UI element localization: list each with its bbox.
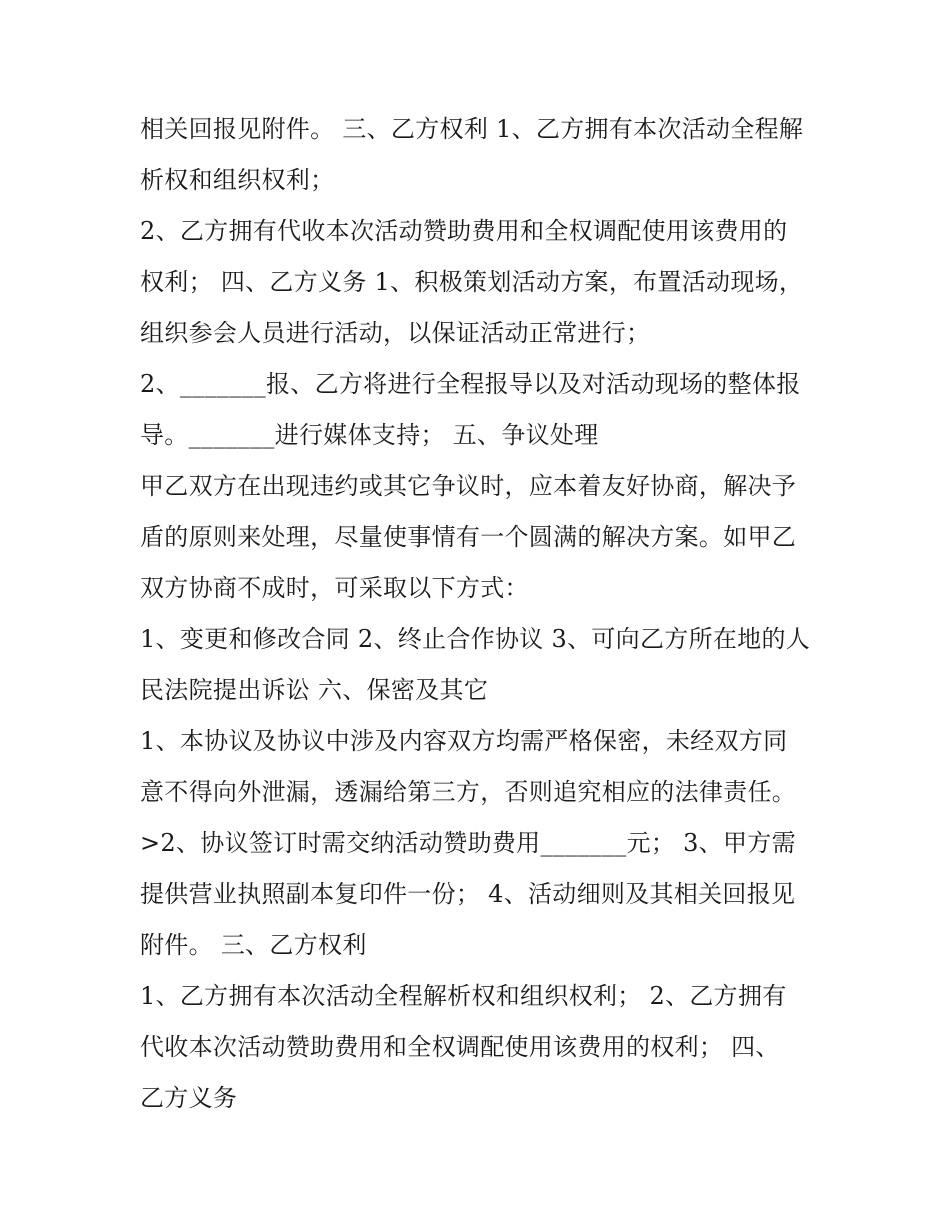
text-line: 附件。 三、乙方权利 <box>140 931 367 959</box>
text-line: 2、乙方拥有代收本次活动赞助费用和全权调配使用该费用的 <box>140 217 788 245</box>
text-line: 1、本协议及协议中涉及内容双方均需严格保密，未经双方同 <box>140 727 788 755</box>
document-body <box>140 104 820 1124</box>
text-line: >2、协议签订时需交纳活动赞助费用_______元； 3、甲方需 <box>140 829 796 857</box>
text-line: 1、乙方拥有本次活动全程解析权和组织权利； 2、乙方拥有 <box>140 982 787 1010</box>
text-line: 盾的原则来处理，尽量使事情有一个圆满的解决方案。如甲乙 <box>140 523 797 551</box>
text-line: 代收本次活动赞助费用和全权调配使用该费用的权利； 四、 <box>140 1033 780 1061</box>
text-line: 乙方义务 <box>140 1084 238 1112</box>
text-line: 相关回报见附件。 三、乙方权利 1、乙方拥有本次活动全程解 <box>140 115 804 143</box>
text-line: 提供营业执照副本复印件一份； 4、活动细则及其相关回报见 <box>140 880 796 908</box>
text-line: 双方协商不成时，可采取以下方式： <box>140 574 529 602</box>
text-line: 民法院提出诉讼 六、保密及其它 <box>140 676 489 704</box>
text-line: 析权和组织权利； <box>140 166 335 194</box>
text-line: 2、_______报、乙方将进行全程报导以及对活动现场的整体报 <box>140 370 801 398</box>
text-line: 意不得向外泄漏，透漏给第三方，否则追究相应的法律责任。 <box>140 778 797 806</box>
text-line: 组织参会人员进行活动，以保证活动正常进行； <box>140 319 651 347</box>
text-line: 导。_______进行媒体支持； 五、争议处理 <box>140 421 599 449</box>
text-line: 1、变更和修改合同 2、终止合作协议 3、可向乙方所在地的人 <box>140 625 811 653</box>
text-line: 权利； 四、乙方义务 1、积极策划活动方案，布置活动现场， <box>140 268 804 296</box>
text-line: 甲乙双方在出现违约或其它争议时，应本着友好协商，解决予 <box>140 472 797 500</box>
